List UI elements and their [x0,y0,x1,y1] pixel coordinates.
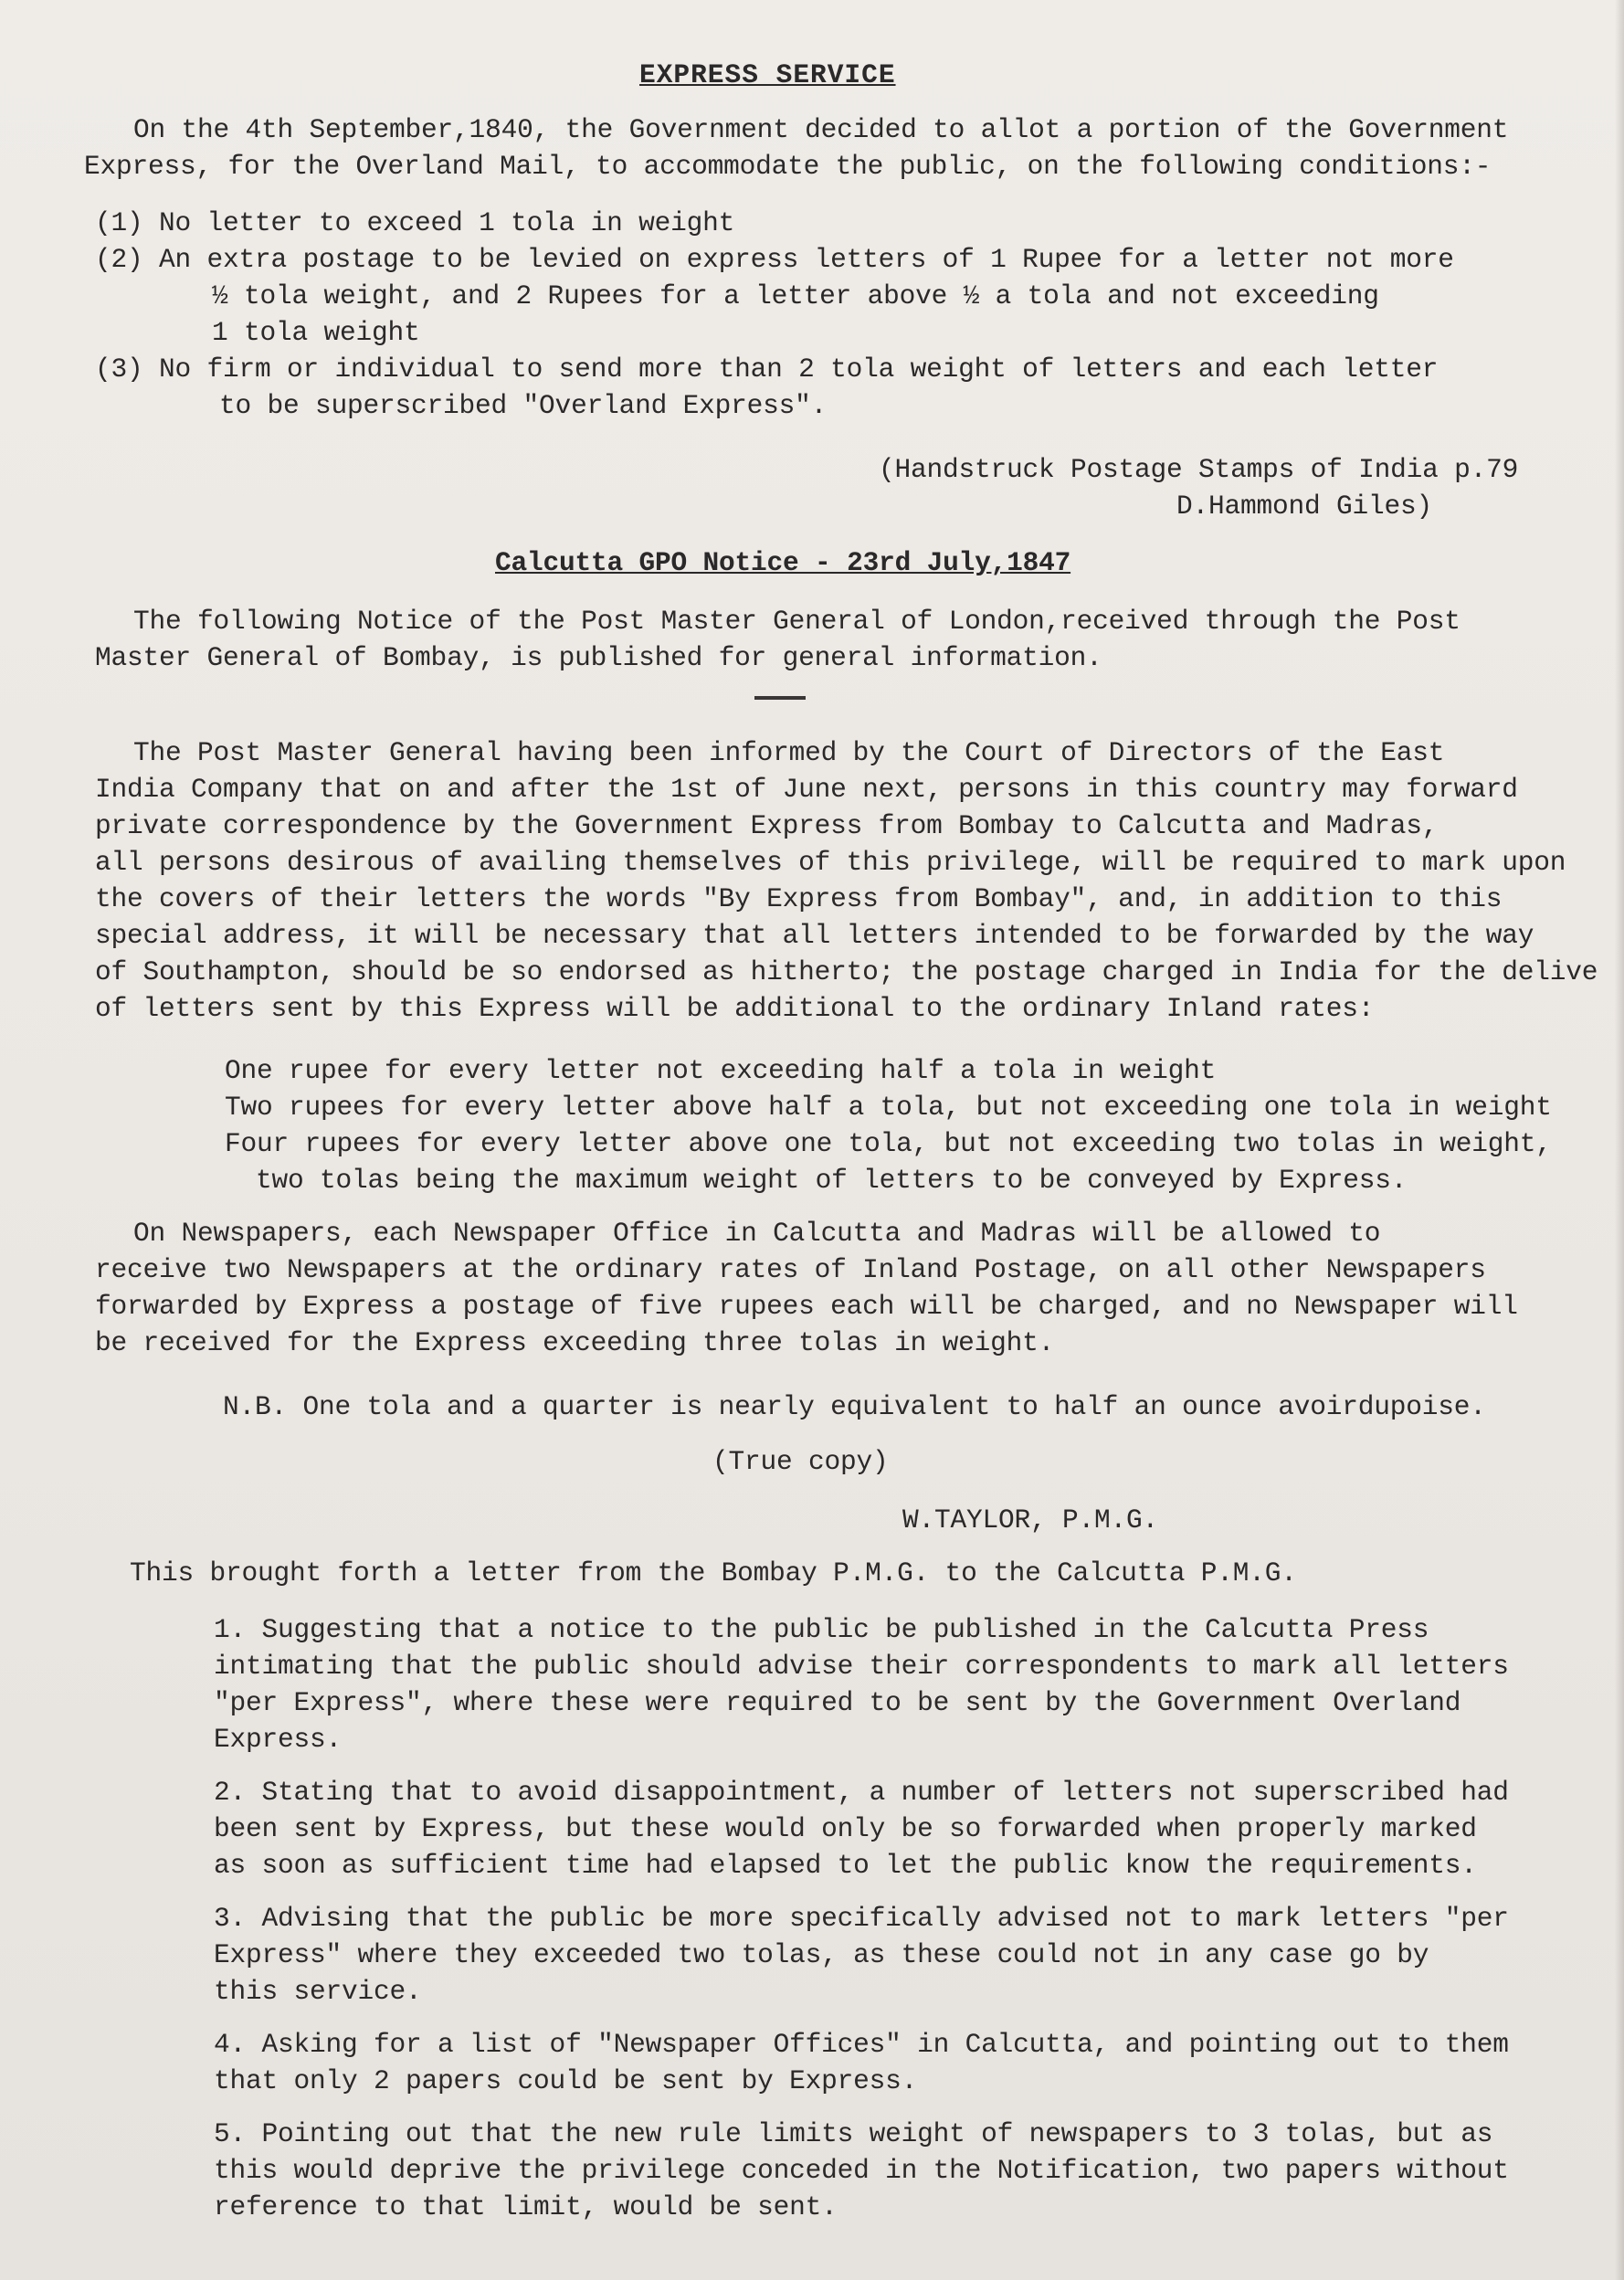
newspapers-paragraph [95,1215,1518,1361]
notice-intro-line: The following Notice of the Post Master General of London,received through the Post [133,606,1461,637]
newspapers-line: On Newspapers, each Newspaper Office in Calcutta and Madras will be allowed to [133,1218,1381,1249]
point-1 [214,1611,1509,1758]
point-line: 5. Pointing out that the new rule limits weight of newspapers to 3 tolas, but as [214,2118,1493,2149]
point-2 [214,1774,1509,1884]
condition-1: (1) No letter to exceed 1 tola in weight [95,207,735,238]
rate-line: One rupee for every letter not exceeding half a tola in weight [225,1055,1217,1086]
notice-intro-line: Master General of Bombay, is published for general information. [95,642,1102,673]
point-line: "per Express", where these were required to be sent by the Government Overland [214,1687,1461,1718]
point-line: this service. [214,1976,422,2007]
citation-line: (Handstruck Postage Stamps of India p.79 [879,454,1519,485]
point-5 [214,2116,1509,2225]
notice-heading: Calcutta GPO Notice - 23rd July,1847 [495,547,1071,578]
page-edge-shadow [1615,0,1624,2280]
point-line: been sent by Express, but these would only be so forwarded when properly marked [214,1813,1477,1844]
point-3 [214,1900,1509,2010]
newspapers-line: receive two Newspapers at the ordinary rates of Inland Postage, on all other Newspapers [95,1254,1486,1285]
notice-body-line: of letters sent by this Express will be additional to the ordinary Inland rates: [95,993,1375,1024]
rates-list [225,1052,1552,1198]
rate-line: Four rupees for every letter above one tola, but not exceeding two tolas in weight, [225,1128,1552,1159]
followup-line: This brought forth a letter from the Bombay P.M.G. to the Calcutta P.M.G. [130,1557,1297,1589]
divider-rule [754,696,806,700]
notice-body-line: private correspondence by the Government Express from Bombay to Calcutta and Madras, [95,810,1439,841]
newspapers-line: forwarded by Express a postage of five rupees each will be charged, and no Newspaper will [95,1291,1518,1322]
signature: W.TAYLOR, P.M.G. [902,1504,1159,1536]
point-line: as soon as sufficient time had elapsed to let the public know the requirements. [214,1850,1477,1881]
newspapers-line: be received for the Express exceeding three tolas in weight. [95,1327,1055,1358]
point-line: 3. Advising that the public be more specifically advised not to mark letters "per [214,1903,1509,1934]
notice-body-line: The Post Master General having been informed by the Court of Directors of the East [133,737,1445,768]
citation [879,451,1518,524]
notice-body-line: India Company that on and after the 1st of June next, persons in this country may forward [95,774,1518,805]
rate-line: two tolas being the maximum weight of letters to be conveyed by Express. [256,1165,1408,1196]
condition-2-cont: ½ tola weight, and 2 Rupees for a letter above ½ a tola and not exceeding [212,280,1379,311]
true-copy: (True copy) [712,1446,889,1477]
intro-line: Express, for the Overland Mail, to accommodate the public, on the following conditions:- [84,151,1492,182]
notice-body-line: all persons desirous of availing themselves of this privilege, will be required to mark upon [95,847,1566,878]
point-line: that only 2 papers could be sent by Express. [214,2065,918,2096]
point-line: reference to that limit, would be sent. [214,2191,838,2222]
point-4 [214,2026,1509,2099]
point-line: intimating that the public should advise their correspondents to mark all letters [214,1651,1509,1682]
points-list [214,1611,1509,2225]
point-line: this would deprive the privilege conceded in the Notification, two papers without [214,2155,1509,2186]
citation-line: D.Hammond Giles) [1176,491,1433,522]
notice-body [95,734,1598,1027]
point-line: 4. Asking for a list of "Newspaper Offices" in Calcutta, and pointing out to them [214,2029,1509,2060]
notice-body-line: the covers of their letters the words "By Express from Bombay", and, in addition to this [95,883,1503,914]
condition-2: (2) An extra postage to be levied on express letters of 1 Rupee for a letter not more [95,244,1454,275]
intro-line: On the 4th September,1840, the Government decided to allot a portion of the Government [133,114,1509,145]
point-line: Express. [214,1724,343,1755]
condition-3: (3) No firm or individual to send more than 2 tola weight of letters and each letter [95,354,1439,385]
condition-2-cont: 1 tola weight [212,317,420,348]
notice-body-line: special address, it will be necessary that all letters intended to be forwarded by the way [95,920,1534,951]
conditions-list [95,205,1454,424]
nb-note: N.B. One tola and a quarter is nearly equivalent to half an ounce avoirdupoise. [223,1391,1486,1422]
condition-3-cont: to be superscribed "Overland Express". [219,390,828,421]
point-line: 2. Stating that to avoid disappointment, a number of letters not superscribed had [214,1777,1509,1808]
notice-body-line: of Southampton, should be so endorsed as hitherto; the postage charged in India for the delive [95,956,1598,987]
notice-intro [95,603,1461,676]
rate-line: Two rupees for every letter above half a tola, but not exceeding one tola in weight [225,1092,1552,1123]
point-line: 1. Suggesting that a notice to the public be published in the Calcutta Press [214,1614,1429,1645]
point-line: Express" where they exceeded two tolas, as these could not in any case go by [214,1939,1429,1970]
document-title: EXPRESS SERVICE [639,59,896,90]
intro-paragraph [84,111,1509,185]
